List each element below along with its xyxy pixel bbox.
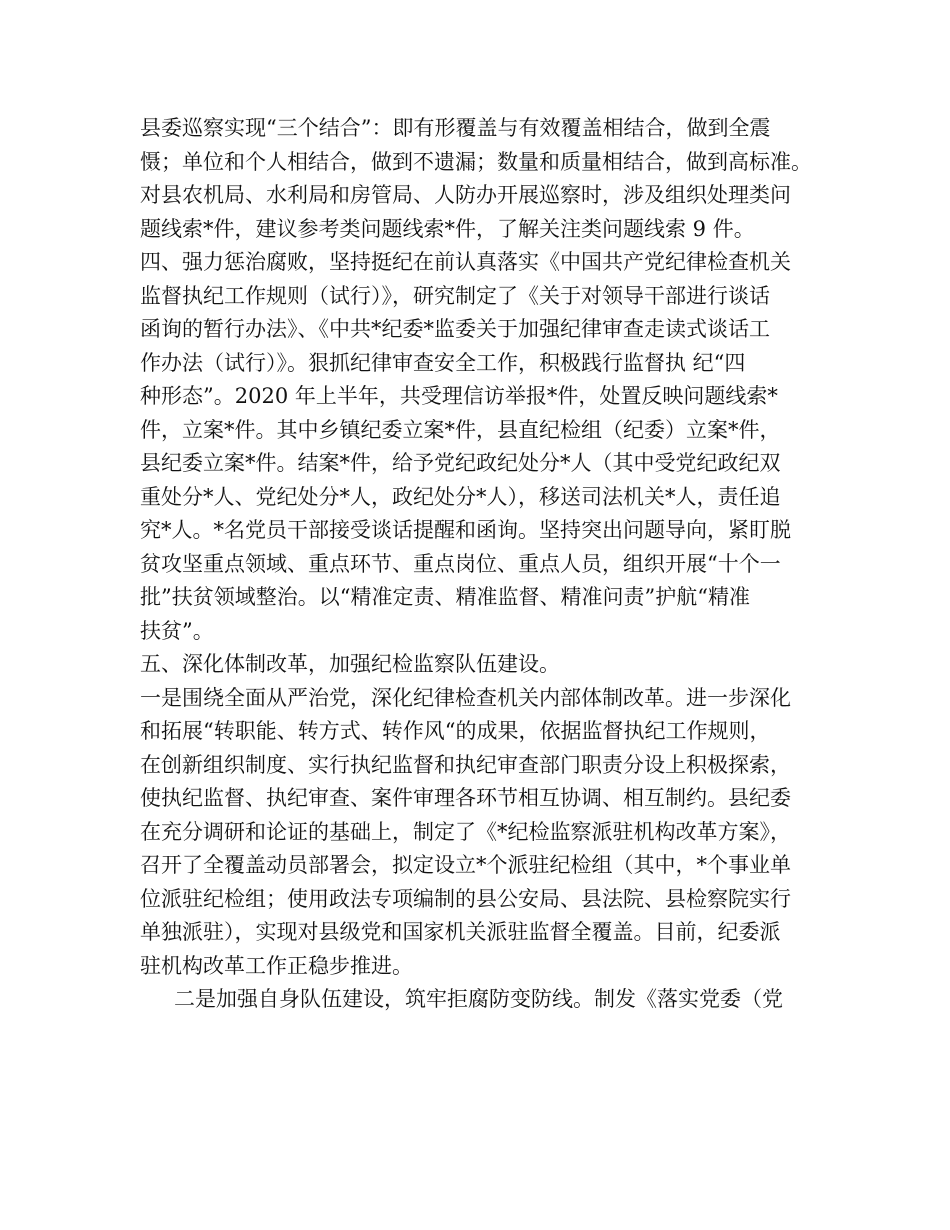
text-line-10: 件，立案*件。其中乡镇纪委立案*件，县直纪检组（纪委）立案*件， [140, 417, 781, 442]
text-line-12: 重处分*人、党纪处分*人，政纪处分*人），移送司法机关*人，责任追 [140, 484, 781, 509]
document-body [140, 112, 820, 1017]
section-heading-4: 四、强力惩治腐败，坚持挺纪在前认真落实《中国共产党纪律检查机关 [140, 250, 791, 274]
text-line-20: 在创新组织制度、实行执纪监督和执纪审查部门职责分设上积极探索， [140, 752, 791, 777]
text-line-18: 一是围绕全面从严治党，深化纪律检查机关内部体制改革。进一步深化 [140, 685, 791, 710]
text-line-7: 函询的暂行办法》、《中共*纪委*监委关于加强纪律审查走读式谈话工 [140, 317, 770, 341]
text-line-6: 监督执纪工作规则（试行）》，研究制定了《关于对领导干部进行谈话 [140, 283, 770, 308]
text-line-15: 批”扶贫领域整治。以“精准定责、精准监督、精准问责”护航“精准 [140, 585, 750, 609]
text-line-16: 扶贫”。 [140, 618, 214, 643]
text-line-3: 对县农机局、水利局和房管局、人防办开展巡察时，涉及组织处理类问 [140, 183, 791, 207]
text-line-11: 县纪委立案*件。结案*件，给予党纪政纪处分*人（其中受党纪政纪双 [140, 451, 781, 475]
text-line-27: 二是加强自身队伍建设，筑牢拒腐防变防线。制发《落实党委（党 [174, 987, 783, 1011]
text-line-19: 和拓展“转职能、转方式、转作风“的成果，依据监督执纪工作规则， [140, 719, 771, 743]
text-line-8: 作办法（试行）》。狠抓纪律审查安全工作，积极践行监督执 纪“四 [140, 350, 746, 375]
text-line-25: 单独派驻），实现对县级党和国家机关派驻监督全覆盖。目前，纪委派 [140, 920, 781, 944]
text-line-26: 驻机构改革工作正稳步推进。 [140, 953, 413, 978]
text-line-4: 题线索*件，建议参考类问题线索*件，了解关注类问题线索 9 件。 [140, 216, 755, 241]
text-line-23: 召开了全覆盖动员部署会，拟定设立*个派驻纪检组（其中，*个事业单 [140, 853, 791, 877]
text-line-9: 种形态”。2020 年上半年，共受理信访举报*件，处置反映问题线索* [140, 384, 778, 408]
text-line-2: 慑；单位和个人相结合，做到不遗漏；数量和质量相结合，做到高标准。 [140, 149, 812, 174]
text-line-1: 县委巡察实现“三个结合”：即有形覆盖与有效覆盖相结合，做到全震 [140, 116, 771, 140]
text-line-22: 在充分调研和论证的基础上，制定了《*纪检监察派驻机构改革方案》， [140, 819, 791, 844]
text-line-21: 使执纪监督、执纪审查、案件审理各环节相互协调、相互制约。县纪委 [140, 786, 791, 810]
text-line-13: 究*人。*名党员干部接受谈话提醒和函询。坚持突出问题导向，紧盯脱 [140, 518, 791, 542]
text-line-24: 位派驻纪检组；使用政法专项编制的县公安局、县法院、县检察院实行 [140, 886, 791, 911]
section-heading-5: 五、深化体制改革，加强纪检监察队伍建设。 [140, 652, 560, 676]
text-line-14: 贫攻坚重点领域、重点环节、重点岗位、重点人员，组织开展“十个一 [140, 551, 781, 576]
